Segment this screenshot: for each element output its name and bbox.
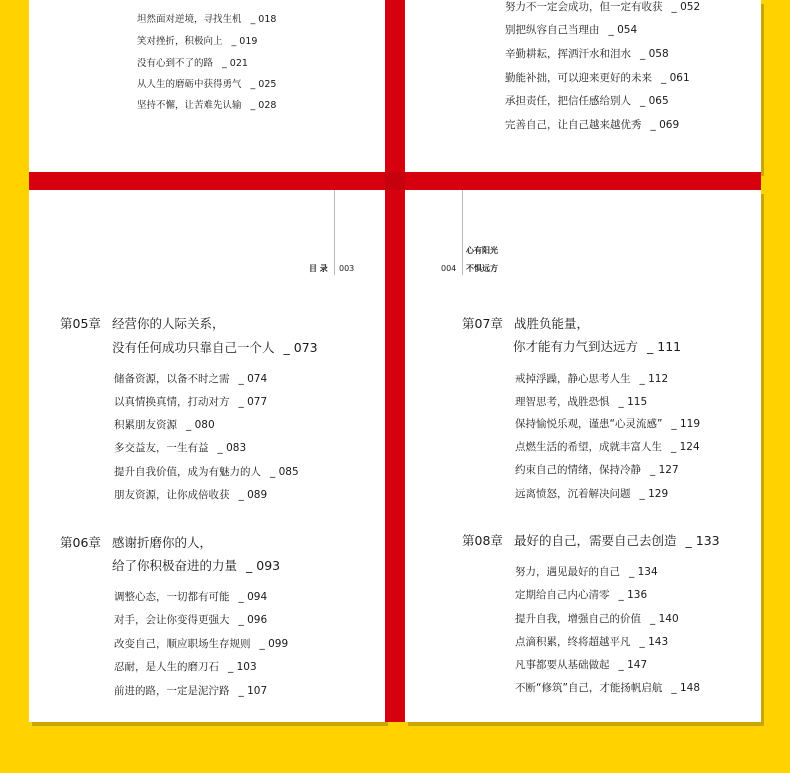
item-page: _ 074 xyxy=(238,373,268,385)
chapter-heading[interactable] xyxy=(462,316,589,332)
item-title: 戒掉浮躁，静心思考人生 xyxy=(515,373,631,385)
chapter-number: 第08章 xyxy=(462,533,503,548)
chapter-subtitle: 给了你积极奋进的力量 xyxy=(112,558,238,573)
item-page: _ 094 xyxy=(238,591,268,603)
item-page: _ 080 xyxy=(186,419,215,431)
chapter-number: 第07章 xyxy=(462,316,503,331)
item-page: _ 099 xyxy=(259,638,289,650)
list-item[interactable] xyxy=(114,488,267,502)
item-title: 努力，遇见最好的自己 xyxy=(515,566,620,578)
list-item[interactable] xyxy=(505,94,669,108)
item-title: 承担责任，把信任感给别人 xyxy=(505,95,631,107)
item-title: 努力不一定会成功，但一定有收获 xyxy=(505,1,663,13)
right-folio-number: 004 xyxy=(441,264,457,273)
item-page: _ 119 xyxy=(671,418,701,430)
list-item[interactable] xyxy=(515,463,679,477)
item-title: 别把纵容自己当理由 xyxy=(505,24,600,36)
list-item[interactable] xyxy=(515,658,647,672)
chapter-page: _ 073 xyxy=(283,340,318,355)
item-title: 辛勤耕耘，挥洒汗水和泪水 xyxy=(505,48,631,60)
item-page: _ 089 xyxy=(238,489,268,501)
list-item[interactable] xyxy=(137,78,276,92)
item-title: 凡事都要从基础做起 xyxy=(515,659,610,671)
chapter-number: 第06章 xyxy=(60,535,101,550)
item-page: _ 052 xyxy=(671,1,701,13)
item-page: _ 083 xyxy=(217,442,247,454)
item-title: 以真情换真情，打动对方 xyxy=(114,396,230,408)
chapter-subtitle: 你才能有力气到达远方 xyxy=(513,339,639,354)
list-item[interactable] xyxy=(505,23,637,37)
item-page: _ 025 xyxy=(250,79,277,90)
item-page: _ 140 xyxy=(650,613,679,625)
left-folio-label: 目 录 xyxy=(309,264,328,273)
chapter-page: _ 111 xyxy=(647,339,682,354)
list-item[interactable] xyxy=(114,637,288,651)
chapter-page: _ 093 xyxy=(246,558,281,573)
chapter-number: 第05章 xyxy=(60,316,101,331)
item-page: _ 134 xyxy=(629,566,658,578)
chapter-heading[interactable] xyxy=(462,533,720,549)
item-page: _ 096 xyxy=(238,614,268,626)
item-page: _ 058 xyxy=(640,48,669,60)
left-folio-number: 003 xyxy=(339,264,355,273)
item-page: _ 028 xyxy=(250,100,277,111)
item-title: 完善自己，让自己越来越优秀 xyxy=(505,119,642,131)
item-page: _ 147 xyxy=(618,659,648,671)
chapter-subtitle: 没有任何成功只靠自己一个人 xyxy=(112,340,275,355)
chapter-heading[interactable] xyxy=(60,316,225,332)
list-item[interactable] xyxy=(515,612,679,626)
item-title: 理智思考，战胜恐惧 xyxy=(515,396,610,408)
item-page: _ 127 xyxy=(650,464,679,476)
list-item[interactable] xyxy=(515,440,700,454)
list-item[interactable] xyxy=(114,465,299,479)
item-title: 不断“修筑”自己，才能扬帆启航 xyxy=(515,682,663,694)
item-title: 多交益友，一生有益 xyxy=(114,442,209,454)
item-page: _ 143 xyxy=(639,636,669,648)
list-item[interactable] xyxy=(114,660,257,674)
list-item[interactable] xyxy=(515,635,668,649)
item-page: _ 019 xyxy=(231,36,258,47)
item-page: _ 103 xyxy=(228,661,257,673)
list-item[interactable] xyxy=(515,588,647,602)
list-item[interactable] xyxy=(515,417,700,431)
item-page: _ 148 xyxy=(671,682,701,694)
item-title: 坦然面对逆境，寻找生机 xyxy=(137,14,242,25)
item-page: _ 054 xyxy=(608,24,638,36)
list-item[interactable] xyxy=(137,99,276,113)
chapter-title-line1: 最好的自己，需要自己去创造 xyxy=(514,533,677,548)
item-page: _ 129 xyxy=(639,488,669,500)
item-title: 点燃生活的希望，成就丰富人生 xyxy=(515,441,662,453)
item-title: 前进的路，一定是泥泞路 xyxy=(114,685,230,697)
item-page: _ 021 xyxy=(222,58,248,69)
list-item[interactable] xyxy=(505,71,690,85)
list-item[interactable] xyxy=(114,613,267,627)
list-item[interactable] xyxy=(114,372,267,386)
item-title: 改变自己，顺应职场生存规则 xyxy=(114,638,251,650)
item-title: 点滴积累，终将超越平凡 xyxy=(515,636,631,648)
item-title: 从人生的磨砺中获得勇气 xyxy=(137,79,242,90)
chapter-title-line1: 感谢折磨你的人， xyxy=(112,535,213,550)
item-page: _ 085 xyxy=(270,466,299,478)
item-title: 对手，会让你变得更强大 xyxy=(114,614,230,626)
item-title: 没有心到不了的路 xyxy=(137,58,214,69)
item-title: 保持愉悦乐观，谨患“心灵流感” xyxy=(515,418,663,430)
chapter-title-line1: 战胜负能量， xyxy=(514,316,590,331)
ribbon-cross-shade xyxy=(385,172,405,190)
list-item[interactable] xyxy=(137,57,248,71)
list-item[interactable] xyxy=(114,395,267,409)
item-page: _ 069 xyxy=(650,119,680,131)
item-page: _ 112 xyxy=(639,373,669,385)
item-title: 积累朋友资源 xyxy=(114,419,177,431)
item-title: 提升自我价值，成为有魅力的人 xyxy=(114,466,261,478)
right-folio-line2: 不惧远方 xyxy=(466,264,498,273)
chapter-page: _ 133 xyxy=(685,533,720,548)
item-title: 远离愤怒，沉着解决问题 xyxy=(515,488,631,500)
list-item[interactable] xyxy=(114,590,267,604)
right-folio-rule xyxy=(462,190,463,275)
list-item[interactable] xyxy=(137,35,257,49)
chapter-heading[interactable] xyxy=(60,535,212,551)
list-item[interactable] xyxy=(515,395,647,409)
chapter-title-line2 xyxy=(112,558,280,574)
list-item[interactable] xyxy=(515,565,658,579)
item-page: _ 124 xyxy=(671,441,700,453)
item-page: _ 065 xyxy=(640,95,669,107)
item-title: 朋友资源，让你成倍收获 xyxy=(114,489,230,501)
item-title: 定期给自己内心清零 xyxy=(515,589,610,601)
item-page: _ 115 xyxy=(618,396,648,408)
list-item[interactable] xyxy=(505,47,669,61)
item-page: _ 136 xyxy=(618,589,648,601)
item-title: 坚持不懈，让苦难先认输 xyxy=(137,100,242,111)
item-title: 调整心态，一切都有可能 xyxy=(114,591,230,603)
item-page: _ 077 xyxy=(238,396,268,408)
list-item[interactable] xyxy=(505,0,700,14)
chapter-title-line2 xyxy=(513,339,681,355)
left-folio-rule xyxy=(334,190,335,275)
list-item[interactable] xyxy=(114,418,215,432)
chapter-title-line1: 经营你的人际关系， xyxy=(112,316,225,331)
list-item[interactable] xyxy=(505,118,679,132)
list-item[interactable] xyxy=(137,13,276,27)
item-title: 勤能补拙，可以迎来更好的未来 xyxy=(505,72,652,84)
list-item[interactable] xyxy=(515,681,700,695)
item-page: _ 107 xyxy=(238,685,268,697)
item-title: 约束自己的情绪，保持冷静 xyxy=(515,464,641,476)
list-item[interactable] xyxy=(114,441,246,455)
item-title: 储备资源，以备不时之需 xyxy=(114,373,230,385)
list-item[interactable] xyxy=(515,372,668,386)
item-title: 忍耐，是人生的磨刀石 xyxy=(114,661,219,673)
list-item[interactable] xyxy=(114,684,267,698)
item-title: 提升自我，增强自己的价值 xyxy=(515,613,641,625)
ribbon-vertical xyxy=(385,0,405,722)
list-item[interactable] xyxy=(515,487,668,501)
item-page: _ 018 xyxy=(250,14,277,25)
item-title: 笑对挫折，积极向上 xyxy=(137,36,223,47)
right-folio-line1: 心有阳光 xyxy=(466,246,498,255)
chapter-title-line2 xyxy=(112,340,318,356)
item-page: _ 061 xyxy=(661,72,690,84)
